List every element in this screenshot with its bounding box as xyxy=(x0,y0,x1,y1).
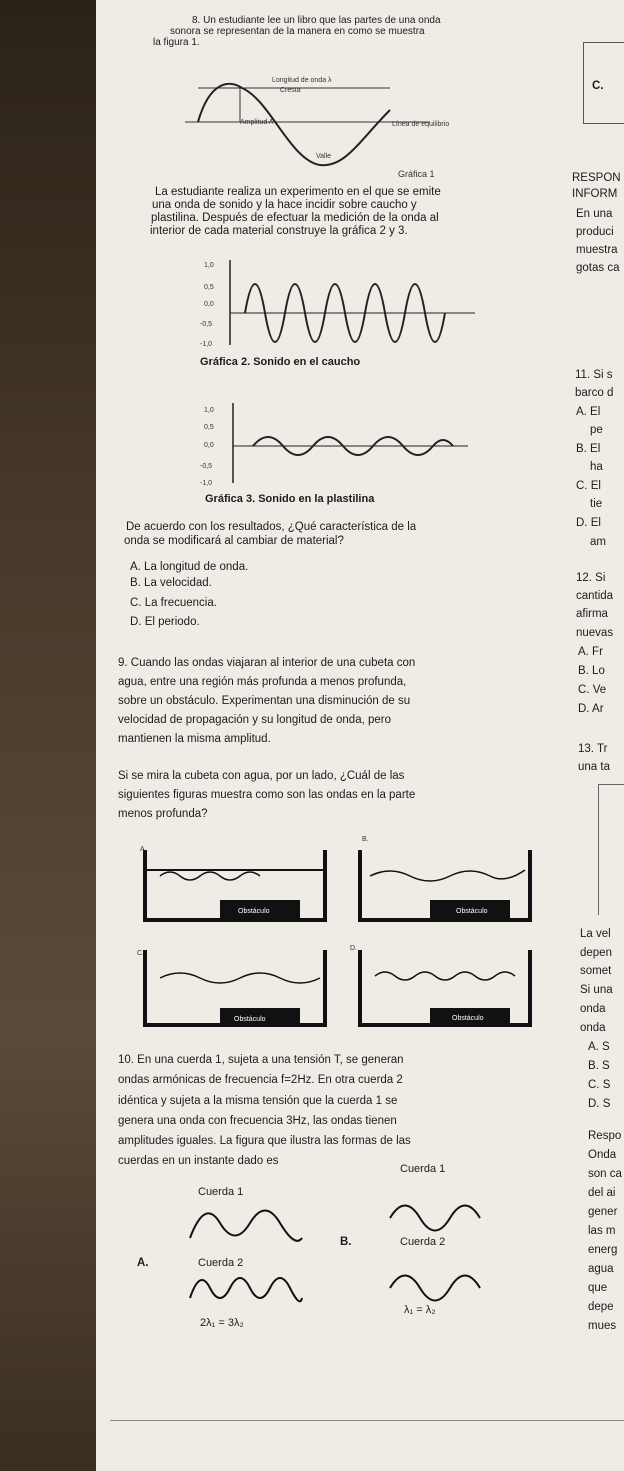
q9-figure-a[interactable] xyxy=(145,850,325,920)
right-onda-2: onda xyxy=(580,1022,606,1034)
right-en-una: En una xyxy=(576,208,613,220)
right-q11-c-cont: tie xyxy=(590,498,603,510)
graph-3-tick-2: 0,5 xyxy=(204,424,214,431)
q9-label-b: B. xyxy=(362,836,369,843)
q10-b-relation: λ₁ = λ₂ xyxy=(404,1304,436,1316)
q9-obstacle-c: Obstáculo xyxy=(234,1016,266,1023)
graph-2-tick-1: 1,0 xyxy=(204,262,214,269)
intro-line-1: 8. Un estudiante lee un libro que las partes de una onda xyxy=(192,15,441,26)
graph-3-tick-5: -1,0 xyxy=(200,480,213,487)
graph-3-tick-1: 1,0 xyxy=(204,407,214,414)
right-q12-d[interactable]: D. Ar xyxy=(578,703,604,715)
right-son: son ca xyxy=(588,1168,622,1180)
right-q12-cantid: cantida xyxy=(576,590,614,602)
experiment-line-1: La estudiante realiza un experimento en el que se emite xyxy=(155,186,441,198)
graph-2-caption: Gráfica 2. Sonido en el caucho xyxy=(200,356,361,368)
right-energ: energ xyxy=(588,1244,618,1256)
q9-label-a: A. xyxy=(140,846,147,853)
q9-obstacle-b: Obstáculo xyxy=(456,908,488,915)
experiment-line-3: plastilina. Después de efectuar la medición de la onda al xyxy=(151,212,439,224)
right-que: que xyxy=(588,1282,608,1294)
q10-line-2: ondas armónicas de frecuencia f=2Hz. En otra cuerda 2 xyxy=(118,1074,403,1086)
q9-figures xyxy=(140,840,540,1035)
right-q11: 11. Si s xyxy=(575,369,613,381)
right-q11-c[interactable]: C. El xyxy=(576,480,601,492)
q8-option-b[interactable]: B. La velocidad. xyxy=(130,577,212,589)
graph-2-tick-4: -0,5 xyxy=(200,321,213,328)
q10-option-a-label[interactable]: A. xyxy=(137,1257,149,1269)
q9-figure-d[interactable] xyxy=(360,950,530,1025)
q10-figures xyxy=(180,1198,500,1328)
right-q12-afirma: afirma xyxy=(576,608,608,620)
q8-option-d[interactable]: D. El periodo. xyxy=(130,616,200,628)
graph-2-tick-5: -1,0 xyxy=(200,341,213,348)
right-q11-a-cont: pe xyxy=(590,424,603,436)
q10-line-6: cuerdas en un instante dado es xyxy=(118,1155,279,1167)
right-box-c xyxy=(583,42,624,124)
q9-line-5: mantienen la misma amplitud. xyxy=(118,733,271,745)
right-label-c: C. xyxy=(592,80,604,92)
graph-2-tick-3: 0,0 xyxy=(204,301,214,308)
right-respon: RESPON xyxy=(572,172,621,184)
right-q12-b[interactable]: B. Lo xyxy=(578,665,605,677)
q10-option-b-label[interactable]: B. xyxy=(340,1236,352,1248)
q10-a-relation: 2λ₁ = 3λ₂ xyxy=(200,1317,244,1329)
q9-obstacle-a: Obstáculo xyxy=(238,908,270,915)
right-onda-1: onda xyxy=(580,1003,606,1015)
right-opt-d[interactable]: D. S xyxy=(588,1098,611,1110)
graph-1-label-crest: Cresta xyxy=(280,87,301,94)
q10-a-cuerda-1: Cuerda 1 xyxy=(198,1186,244,1198)
right-q11-b-cont: ha xyxy=(590,461,603,473)
q10-a-cuerda-2: Cuerda 2 xyxy=(198,1257,244,1269)
q8-option-a[interactable]: A. La longitud de onda. xyxy=(130,561,249,573)
q9-question-line-3: menos profunda? xyxy=(118,808,208,820)
experiment-line-2: una onda de sonido y la hace incidir sobre caucho y xyxy=(152,199,417,211)
experiment-line-4: interior de cada material construye la gráfica 2 y 3. xyxy=(150,225,408,237)
right-las: las m xyxy=(588,1225,616,1237)
q10-line-4: genera una onda con frecuencia 3Hz, las ondas tienen xyxy=(118,1115,397,1127)
right-agua: agua xyxy=(588,1263,614,1275)
q8-question-line-1: De acuerdo con los resultados, ¿Qué característica de la xyxy=(126,521,417,533)
right-del: del ai xyxy=(588,1187,616,1199)
right-q11-b[interactable]: B. El xyxy=(576,443,601,455)
right-depen: depen xyxy=(580,947,612,959)
graph-1-label-amplitude: Amplitud A xyxy=(240,119,274,126)
graph-3-tick-4: -0,5 xyxy=(200,463,213,470)
graph-1-label-trough: Valle xyxy=(316,153,332,160)
right-gotas: gotas ca xyxy=(576,262,620,274)
right-opt-c[interactable]: C. S xyxy=(588,1079,611,1091)
right-q11-a[interactable]: A. El xyxy=(576,406,601,418)
right-q12-c[interactable]: C. Ve xyxy=(578,684,607,696)
bottom-rule xyxy=(110,1420,624,1421)
graph-2-tick-2: 0,5 xyxy=(204,284,214,291)
q8-question-line-2: onda se modificará al cambiar de material? xyxy=(124,535,344,547)
q9-line-1: 9. Cuando las ondas viajaran al interior de una cubeta con xyxy=(118,657,416,669)
q9-label-d: D. xyxy=(350,945,357,952)
graph-3-tick-3: 0,0 xyxy=(204,442,214,449)
graph-1-label-equilibrium: Línea de equilibrio xyxy=(392,121,450,128)
q8-option-c[interactable]: C. La frecuencia. xyxy=(130,597,217,609)
q10-b-cuerda-2: Cuerda 2 xyxy=(400,1236,446,1248)
graph-1-caption: Gráfica 1 xyxy=(398,169,435,179)
right-mues: mues xyxy=(588,1320,617,1332)
intro-line-3: la figura 1. xyxy=(153,37,200,48)
right-muestr: muestra xyxy=(576,244,618,256)
graph-3-wave xyxy=(228,398,488,493)
q10-line-5: amplitudes iguales. La figura que ilustra las formas de las xyxy=(118,1135,411,1147)
graph-1-label-wavelength: Longitud de onda λ xyxy=(272,77,332,84)
q9-label-c: C. xyxy=(137,950,144,957)
q10-b-cuerda-1: Cuerda 1 xyxy=(400,1163,446,1175)
right-onda-3: Onda xyxy=(588,1149,617,1161)
intro-line-2: sonora se representan de la manera en como se muestra xyxy=(170,26,425,37)
q9-question-line-1: Si se mira la cubeta con agua, por un lado, ¿Cuál de las xyxy=(118,770,405,782)
right-q11-d[interactable]: D. El xyxy=(576,517,601,529)
right-somet: somet xyxy=(580,965,612,977)
right-opt-a[interactable]: A. S xyxy=(588,1041,610,1053)
right-q11-d-cont: am xyxy=(590,536,606,548)
right-produc: produci xyxy=(576,226,614,238)
background-table xyxy=(0,0,100,1471)
q10-line-3: idéntica y sujeta a la misma tensión que la cuerda 1 se xyxy=(118,1095,398,1107)
right-opt-b[interactable]: B. S xyxy=(588,1060,610,1072)
right-q11-barco: barco d xyxy=(575,387,614,399)
graph-2-wave xyxy=(225,255,485,355)
right-gener: gener xyxy=(588,1206,618,1218)
q9-line-4: velocidad de propagación y su longitud de onda, pero xyxy=(118,714,392,726)
right-si-una: Si una xyxy=(580,984,613,996)
q9-line-2: agua, entre una región más profunda a menos profunda, xyxy=(118,676,407,688)
q10-line-1: 10. En una cuerda 1, sujeta a una tensión T, se generan xyxy=(118,1054,404,1066)
right-q12-a[interactable]: A. Fr xyxy=(578,646,603,658)
right-table xyxy=(598,784,624,915)
q9-line-3: sobre un obstáculo. Experimentan una disminución de su xyxy=(118,695,411,707)
right-q13-una: una ta xyxy=(578,761,610,773)
right-la-vel: La vel xyxy=(580,928,611,940)
right-q12: 12. Si xyxy=(576,572,606,584)
right-resp: Respo xyxy=(588,1130,622,1142)
q9-figure-b[interactable] xyxy=(360,850,530,920)
q9-obstacle-d: Obstáculo xyxy=(452,1015,484,1022)
graph-3-caption: Gráfica 3. Sonido en la plastilina xyxy=(205,493,375,505)
right-inform: INFORM xyxy=(572,188,618,200)
q9-question-line-2: siguientes figuras muestra como son las ondas en la parte xyxy=(118,789,416,801)
right-depe: depe xyxy=(588,1301,614,1313)
right-q13: 13. Tr xyxy=(578,743,608,755)
right-q12-nuevas: nuevas xyxy=(576,627,614,639)
